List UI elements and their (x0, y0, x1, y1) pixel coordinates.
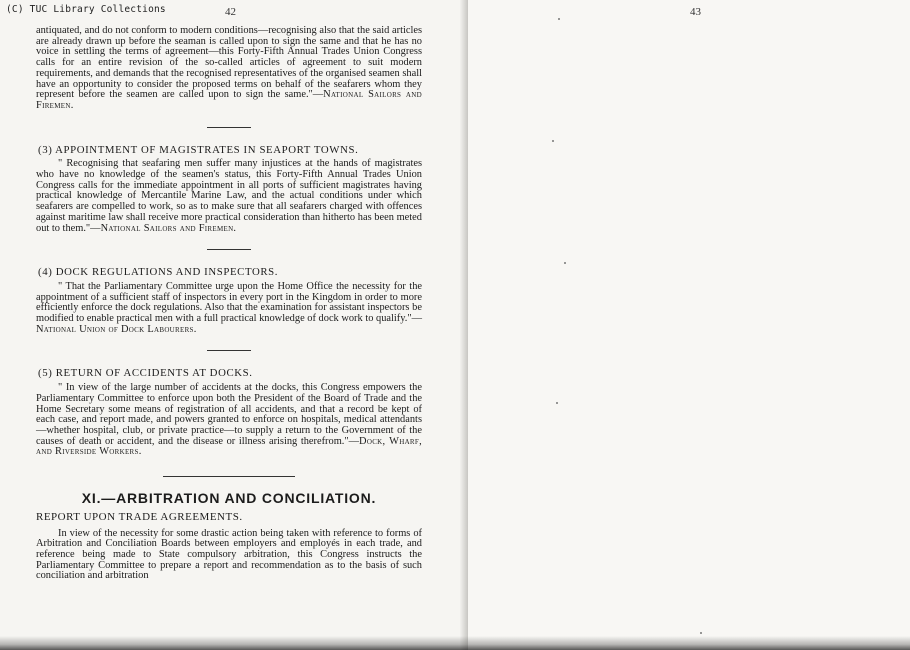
section-magistrates (36, 145, 422, 235)
continuation-text: antiquated, and do not conform to modern conditions—recognising also that the said articles are already drawn up before the seaman is called upon to sign the same and that he has no voice in settling the terms of agreement—this Forty-Fifth Annual Trades Union Congress calls for an entire revision of the so-called articles of agreement to suit modern requirements, and demands that the recognised representatives of the organised seamen shall have an opportunity to consider the proposed terms on behalf of the seafarers whom they represent before the seamen are called upon to sign the same."— (36, 25, 422, 101)
section-heading: (3) APPOINTMENT OF MAGISTRATES IN SEAPORT TOWNS. (38, 143, 359, 156)
separator-long (163, 476, 295, 477)
separator (207, 350, 251, 351)
section-text: " In view of the large number of accidents at the docks, this Congress empowers the Parliamentary Committee to enforce upon both the President of the Board of Trade and the Home Secretary some means of registration of all accidents, and that a record be kept of each case, and report made, and powers granted to enforce on hospitals, medical attendants—whether hospital, club, or private practice—to supply a return to the Government of the causes of death or accident, and the disease or illness arising therefrom."— (36, 382, 422, 447)
paper-speck (564, 262, 566, 264)
section-signature: Dock, Wharf, and Riverside Workers. (36, 435, 422, 458)
section-heading: (5) RETURN OF ACCIDENTS AT DOCKS. (38, 367, 253, 380)
paper-speck (556, 402, 558, 404)
page-number-left: 42 (225, 6, 236, 18)
section-text: " That the Parliamentary Committee urge upon the Home Office the necessity for the appointment of a sufficient staff of inspectors in every port in the Kingdom in order to more efficiently enforce the dock regulations. Also that the examination for assistant inspectors be modified to enable practical men with a full practical knowledge of dock work to qualify."— (36, 280, 422, 325)
section-heading: (4) DOCK REGULATIONS AND INSPECTORS. (38, 266, 279, 279)
text-column (36, 26, 422, 582)
section-title: XI.—ARBITRATION AND CONCILIATION. (81, 490, 377, 507)
page-number-right: 43 (690, 6, 701, 18)
paper-speck (558, 18, 560, 20)
section-accidents (36, 368, 422, 458)
section-signature: National Sailors and Firemen. (100, 222, 237, 234)
paper-speck (552, 140, 554, 142)
separator (207, 127, 251, 128)
watermark: (C) TUC Library Collections (6, 4, 166, 15)
right-page (468, 0, 910, 650)
separator (207, 249, 251, 250)
section-signature: National Union of Dock Labourers. (36, 323, 197, 335)
section-dock-regulations (36, 267, 422, 335)
section-text: " Recognising that seafaring men suffer many injustices at the hands of magistrates who have no knowledge of the seamen's status, this Forty-Fifth Annual Trades Union Congress calls for the immediate appointment in all ports of sufficient magistrates having practical knowledge of Mercantile Marine Law, and the actual conditions under which seafarers are compelled to work, so as to make sure that all seafarers charged with offences against maritime law shall receive more practical consideration than hitherto has been meted out to them."— (36, 158, 422, 234)
page-bottom-edge (0, 636, 910, 650)
continuation-paragraph (36, 26, 422, 112)
paper-speck (700, 632, 702, 634)
section-body (36, 159, 422, 234)
section-body (36, 282, 422, 336)
continuation-signature: National Sailors and Firemen. (36, 89, 422, 111)
subheading: REPORT UPON TRADE AGREEMENTS. (36, 510, 243, 523)
final-paragraph: In view of the necessity for some drastic action being taken with reference to forms of Arbitration and Conciliation Boards between employers and employés in each trade, and reference being made to State compulsory arbitration, this Congress instructs the Parliamentary Committee to prepare a report and recommendation as to the basis of such conciliation and arbitration (36, 527, 422, 582)
section-body (36, 383, 422, 458)
